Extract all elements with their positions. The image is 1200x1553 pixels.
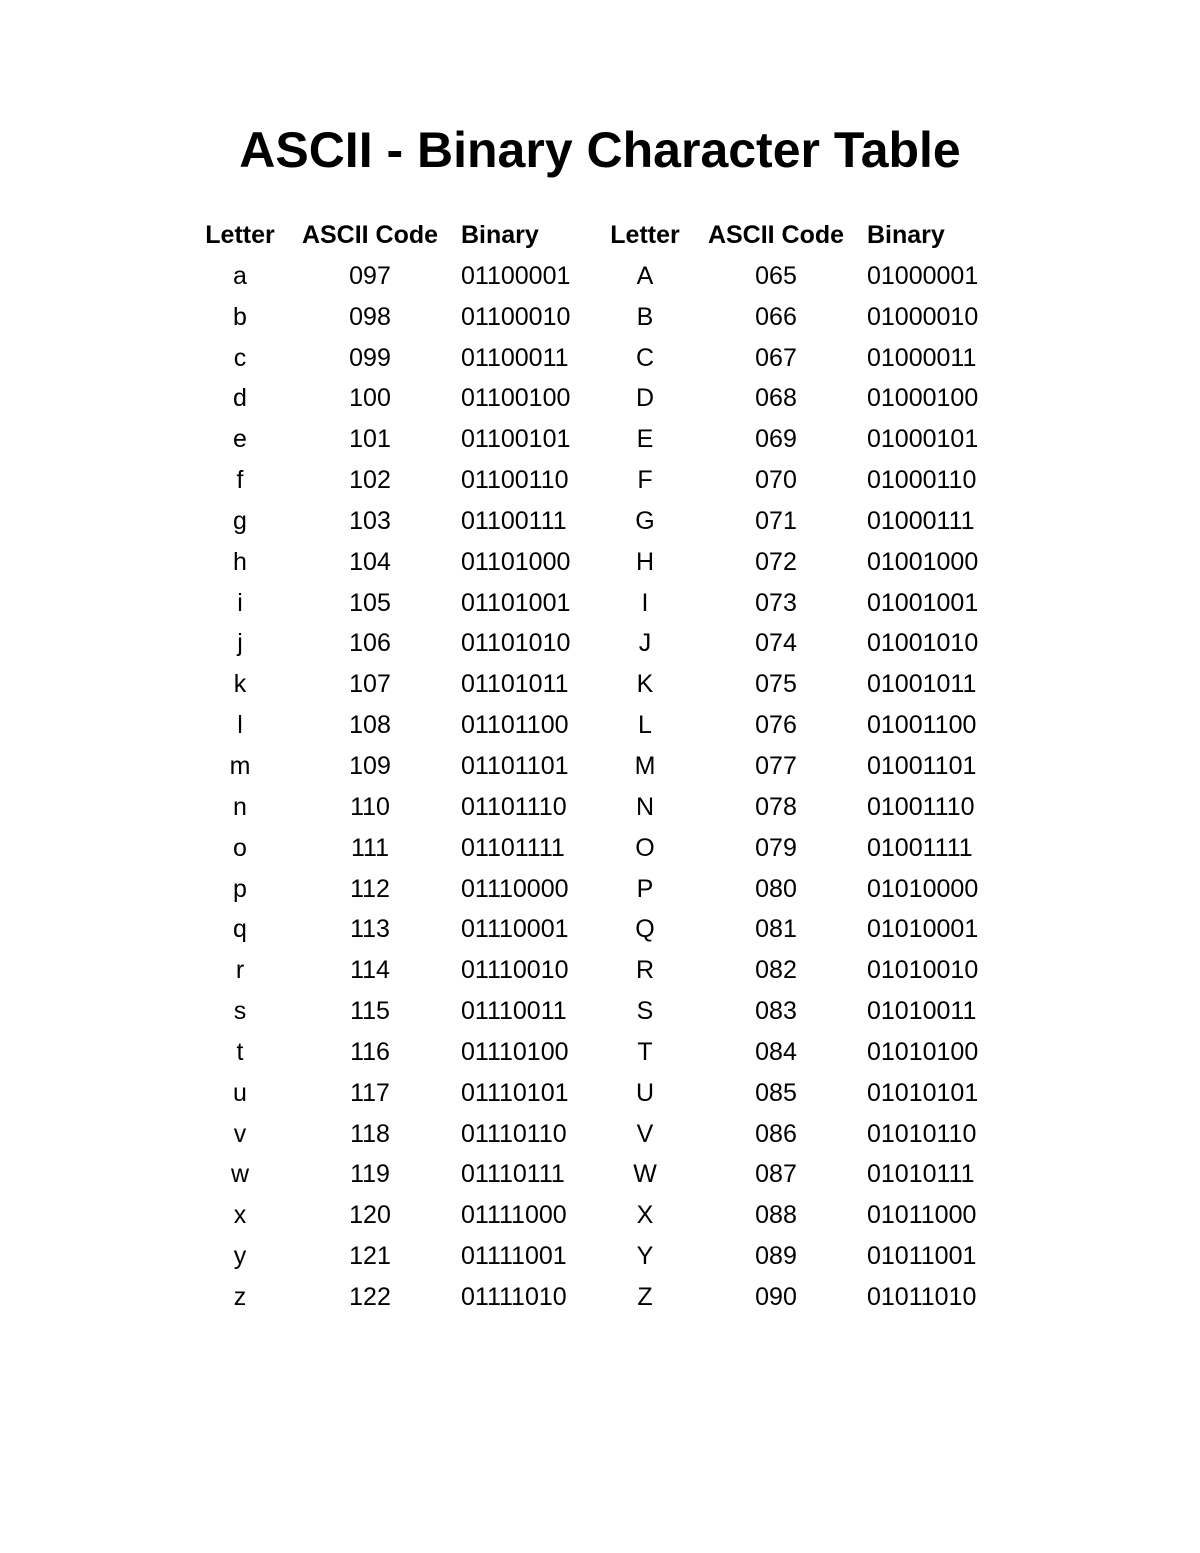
table-row	[0, 296, 1200, 337]
cell-letter-lowercase: v	[233, 1119, 247, 1148]
cell-binary-uppercase: 01010011	[867, 997, 977, 1026]
cell-binary-lowercase: 01100010	[461, 302, 571, 331]
cell-binary-lowercase: 01101110	[461, 792, 567, 821]
ascii-binary-table	[0, 214, 1200, 1317]
cell-letter-uppercase: B	[636, 302, 654, 331]
cell-letter-lowercase: p	[233, 874, 247, 903]
cell-letter-lowercase: f	[236, 466, 244, 495]
cell-letter-lowercase: r	[235, 956, 245, 985]
cell-binary-lowercase: 01111010	[461, 1282, 567, 1311]
table-row	[0, 1276, 1200, 1317]
cell-ascii-code-uppercase: 068	[755, 384, 797, 413]
table-row	[0, 827, 1200, 868]
cell-ascii-code-lowercase: 121	[349, 1242, 391, 1271]
cell-letter-uppercase: Q	[635, 915, 655, 944]
table-row	[0, 1031, 1200, 1072]
cell-letter-uppercase: N	[635, 792, 655, 821]
cell-ascii-code-uppercase: 079	[755, 833, 797, 862]
cell-ascii-code-uppercase: 077	[755, 751, 797, 780]
cell-letter-lowercase: d	[233, 384, 247, 413]
table-row	[0, 459, 1200, 500]
table-row	[0, 1153, 1200, 1194]
cell-binary-uppercase: 01001110	[867, 792, 975, 821]
cell-ascii-code-uppercase: 078	[755, 792, 797, 821]
cell-letter-uppercase: U	[635, 1078, 655, 1107]
table-row	[0, 1113, 1200, 1154]
cell-binary-lowercase: 01111001	[461, 1242, 567, 1271]
cell-binary-lowercase: 01100110	[461, 466, 569, 495]
cell-binary-uppercase: 01010010	[867, 956, 979, 985]
cell-letter-uppercase: O	[635, 833, 655, 862]
cell-ascii-code-uppercase: 069	[755, 425, 797, 454]
cell-binary-uppercase: 01010111	[867, 1160, 975, 1189]
cell-binary-lowercase: 01111000	[461, 1201, 567, 1230]
cell-ascii-code-uppercase: 087	[755, 1160, 797, 1189]
cell-binary-uppercase: 01000010	[867, 302, 979, 331]
cell-letter-lowercase: y	[233, 1242, 247, 1271]
cell-binary-uppercase: 01000110	[867, 466, 977, 495]
cell-letter-lowercase: m	[229, 751, 251, 780]
table-row	[0, 1194, 1200, 1235]
cell-binary-lowercase: 01100100	[461, 384, 571, 413]
cell-binary-lowercase: 01100001	[461, 261, 571, 290]
table-row	[0, 908, 1200, 949]
table-body	[0, 255, 1200, 1317]
cell-binary-uppercase: 01010110	[867, 1119, 977, 1148]
cell-ascii-code-lowercase: 106	[349, 629, 391, 658]
cell-letter-uppercase: T	[637, 1037, 653, 1066]
cell-letter-uppercase: C	[635, 343, 655, 372]
cell-ascii-code-lowercase: 103	[349, 506, 391, 535]
table-row	[0, 990, 1200, 1031]
cell-binary-uppercase: 01000101	[867, 425, 979, 454]
cell-letter-uppercase: W	[633, 1160, 657, 1189]
cell-ascii-code-lowercase: 101	[349, 425, 391, 454]
cell-ascii-code-lowercase: 115	[350, 997, 390, 1026]
cell-binary-uppercase: 01010001	[867, 915, 979, 944]
cell-binary-lowercase: 01110101	[461, 1078, 569, 1107]
cell-binary-uppercase: 01001010	[867, 629, 979, 658]
cell-ascii-code-lowercase: 117	[350, 1078, 390, 1107]
cell-letter-lowercase: q	[233, 915, 247, 944]
cell-letter-lowercase: c	[233, 343, 247, 372]
cell-letter-lowercase: g	[233, 506, 247, 535]
cell-binary-lowercase: 01101101	[461, 751, 569, 780]
table-row	[0, 949, 1200, 990]
cell-ascii-code-uppercase: 085	[755, 1078, 797, 1107]
cell-ascii-code-uppercase: 073	[755, 588, 797, 617]
cell-letter-uppercase: L	[638, 711, 652, 740]
cell-ascii-code-lowercase: 099	[349, 343, 391, 372]
table-row	[0, 663, 1200, 704]
cell-ascii-code-lowercase: 120	[349, 1201, 391, 1230]
cell-binary-lowercase: 01110011	[461, 997, 567, 1026]
cell-letter-uppercase: A	[636, 261, 654, 290]
cell-binary-uppercase: 01011010	[867, 1282, 977, 1311]
cell-ascii-code-uppercase: 066	[755, 302, 797, 331]
cell-letter-lowercase: e	[233, 425, 247, 454]
cell-binary-uppercase: 01001111	[867, 833, 973, 862]
cell-letter-uppercase: H	[635, 547, 655, 576]
cell-binary-lowercase: 01101011	[461, 670, 569, 699]
table-row	[0, 1235, 1200, 1276]
cell-ascii-code-uppercase: 086	[755, 1119, 797, 1148]
cell-letter-uppercase: Y	[636, 1242, 654, 1271]
cell-ascii-code-lowercase: 112	[350, 874, 390, 903]
cell-ascii-code-lowercase: 111	[350, 833, 389, 862]
cell-binary-lowercase: 01110000	[461, 874, 569, 903]
cell-binary-uppercase: 01000111	[867, 506, 975, 535]
cell-binary-uppercase: 01011001	[867, 1242, 977, 1271]
cell-letter-lowercase: w	[230, 1160, 250, 1189]
cell-ascii-code-lowercase: 102	[349, 466, 391, 495]
cell-binary-uppercase: 01001101	[867, 751, 977, 780]
cell-ascii-code-uppercase: 065	[755, 261, 797, 290]
cell-letter-lowercase: h	[233, 547, 247, 576]
cell-binary-lowercase: 01110100	[461, 1037, 569, 1066]
cell-ascii-code-lowercase: 104	[349, 547, 391, 576]
cell-letter-lowercase: k	[233, 670, 247, 699]
cell-ascii-code-lowercase: 110	[350, 792, 390, 821]
cell-letter-uppercase: F	[637, 466, 653, 495]
cell-binary-uppercase: 01010000	[867, 874, 979, 903]
cell-ascii-code-lowercase: 118	[350, 1119, 390, 1148]
cell-binary-lowercase: 01100011	[461, 343, 569, 372]
page-title: ASCII - Binary Character Table	[239, 122, 961, 178]
cell-letter-uppercase: D	[635, 384, 655, 413]
cell-binary-uppercase: 01000100	[867, 384, 979, 413]
cell-ascii-code-lowercase: 098	[349, 302, 391, 331]
cell-ascii-code-uppercase: 067	[755, 343, 797, 372]
cell-binary-uppercase: 01000011	[867, 343, 977, 372]
cell-binary-uppercase: 01001011	[867, 670, 977, 699]
cell-ascii-code-lowercase: 116	[350, 1037, 390, 1066]
cell-binary-lowercase: 01110110	[461, 1119, 567, 1148]
cell-ascii-code-uppercase: 083	[755, 997, 797, 1026]
cell-letter-lowercase: j	[237, 629, 243, 658]
cell-ascii-code-uppercase: 088	[755, 1201, 797, 1230]
cell-ascii-code-uppercase: 074	[755, 629, 797, 658]
cell-letter-lowercase: z	[233, 1282, 247, 1311]
header-ascii-code-lowercase: ASCII Code	[301, 221, 439, 249]
cell-ascii-code-uppercase: 089	[755, 1242, 797, 1271]
cell-letter-uppercase: G	[635, 506, 655, 535]
cell-binary-uppercase: 01010100	[867, 1037, 979, 1066]
header-letter-uppercase: Letter	[610, 221, 680, 249]
cell-letter-lowercase: i	[237, 588, 243, 617]
table-row	[0, 704, 1200, 745]
cell-ascii-code-uppercase: 080	[755, 874, 797, 903]
cell-letter-uppercase: I	[641, 588, 649, 617]
table-header-row	[0, 214, 1200, 255]
cell-ascii-code-lowercase: 122	[349, 1282, 391, 1311]
cell-ascii-code-lowercase: 113	[350, 915, 390, 944]
cell-binary-lowercase: 01110111	[461, 1160, 565, 1189]
cell-ascii-code-uppercase: 082	[755, 956, 797, 985]
cell-binary-lowercase: 01101100	[461, 711, 569, 740]
cell-binary-uppercase: 01001001	[867, 588, 979, 617]
cell-letter-lowercase: x	[233, 1201, 247, 1230]
table-row	[0, 377, 1200, 418]
cell-letter-uppercase: J	[638, 629, 652, 658]
cell-ascii-code-lowercase: 109	[349, 751, 391, 780]
table-row	[0, 255, 1200, 296]
cell-letter-uppercase: E	[636, 425, 654, 454]
cell-letter-uppercase: Z	[637, 1282, 653, 1311]
cell-binary-lowercase: 01101111	[461, 833, 565, 862]
cell-ascii-code-lowercase: 119	[350, 1160, 390, 1189]
cell-letter-uppercase: M	[634, 751, 656, 780]
cell-ascii-code-lowercase: 114	[350, 956, 390, 985]
cell-letter-uppercase: R	[635, 956, 655, 985]
cell-ascii-code-uppercase: 084	[755, 1037, 797, 1066]
cell-ascii-code-uppercase: 075	[755, 670, 797, 699]
cell-letter-lowercase: o	[233, 833, 247, 862]
cell-binary-uppercase: 01011000	[867, 1201, 977, 1230]
table-row	[0, 337, 1200, 378]
cell-binary-uppercase: 01001100	[867, 711, 977, 740]
cell-letter-uppercase: S	[636, 997, 654, 1026]
table-row	[0, 1072, 1200, 1113]
cell-ascii-code-lowercase: 107	[349, 670, 391, 699]
cell-ascii-code-uppercase: 071	[755, 506, 797, 535]
table-row	[0, 541, 1200, 582]
cell-letter-uppercase: P	[636, 874, 654, 903]
cell-letter-lowercase: a	[233, 261, 247, 290]
cell-ascii-code-lowercase: 097	[349, 261, 391, 290]
table-row	[0, 786, 1200, 827]
cell-ascii-code-uppercase: 076	[755, 711, 797, 740]
cell-ascii-code-uppercase: 081	[755, 915, 797, 944]
cell-binary-uppercase: 01000001	[867, 261, 979, 290]
cell-letter-lowercase: b	[233, 302, 247, 331]
header-ascii-code-uppercase: ASCII Code	[707, 221, 845, 249]
cell-ascii-code-uppercase: 090	[755, 1282, 797, 1311]
table-row	[0, 500, 1200, 541]
cell-binary-uppercase: 01001000	[867, 547, 979, 576]
cell-ascii-code-lowercase: 105	[349, 588, 391, 617]
table-row	[0, 622, 1200, 663]
cell-binary-lowercase: 01110010	[461, 956, 569, 985]
cell-letter-lowercase: t	[236, 1037, 244, 1066]
cell-letter-lowercase: u	[233, 1078, 247, 1107]
cell-binary-lowercase: 01101000	[461, 547, 571, 576]
cell-ascii-code-uppercase: 072	[755, 547, 797, 576]
cell-ascii-code-uppercase: 070	[755, 466, 797, 495]
cell-binary-lowercase: 01101010	[461, 629, 571, 658]
table-row	[0, 582, 1200, 623]
cell-ascii-code-lowercase: 100	[349, 384, 391, 413]
cell-ascii-code-lowercase: 108	[349, 711, 391, 740]
table-row	[0, 745, 1200, 786]
header-binary-lowercase: Binary	[461, 221, 539, 249]
cell-letter-uppercase: V	[636, 1119, 654, 1148]
cell-binary-uppercase: 01010101	[867, 1078, 979, 1107]
cell-letter-lowercase: s	[233, 997, 247, 1026]
table-row	[0, 418, 1200, 459]
header-letter-lowercase: Letter	[205, 221, 275, 249]
cell-binary-lowercase: 01100101	[461, 425, 571, 454]
cell-letter-lowercase: l	[237, 711, 243, 740]
cell-letter-uppercase: K	[636, 670, 654, 699]
cell-letter-lowercase: n	[233, 792, 247, 821]
cell-binary-lowercase: 01101001	[461, 588, 571, 617]
header-binary-uppercase: Binary	[867, 221, 945, 249]
table-row	[0, 868, 1200, 909]
cell-binary-lowercase: 01110001	[461, 915, 569, 944]
cell-letter-uppercase: X	[636, 1201, 654, 1230]
cell-binary-lowercase: 01100111	[461, 506, 567, 535]
